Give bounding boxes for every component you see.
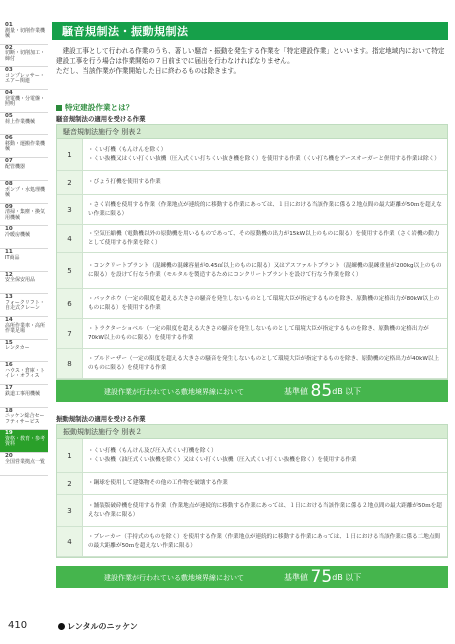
row-description [83,171,447,194]
row-description [83,319,447,348]
sidebar-item-label: ポンプ・水処理機械 [5,186,46,198]
row-number: 4 [57,527,83,556]
sidebar-item-number: 13 [5,294,13,301]
sidebar-item-label: 冷暖房機械 [5,231,31,238]
table-row [57,495,447,527]
row-line: ・鋼球を使用して建築物その他の工作物を破壊する作業 [88,480,228,487]
row-number: 4 [57,225,83,252]
table-row [57,289,447,319]
sidebar-item-19[interactable] [0,430,48,453]
row-description [83,473,447,494]
sidebar-item-number: 09 [5,203,13,210]
sidebar [0,22,48,590]
noise-subtitle: 騒音規制法の適用を受ける作業 [56,115,146,123]
table-row [57,139,447,171]
sidebar-item-number: 18 [5,407,13,414]
row-number: 2 [57,473,83,494]
vibration-standard-unit: dB 以下 [332,573,362,582]
row-line: ・空気圧縮機（電動機以外の原動機を用いるものであって、その原動機の出力が15kW以上のものに限る）を使用する作業（さく岩機の動力として使用する作業を除く） [88,231,440,246]
row-description [83,225,447,252]
sidebar-item-label: ニッケン総合セーフティサービス [5,413,45,425]
sidebar-item-label: 切断・切削加工・締付 [5,50,46,62]
row-line: ・バックホウ（一定の限度を超える大きさの騒音を発生しないものとして環境大臣が指定するものを除き、原動機の定格出力が80kW以上のものに限る）を使用する作業 [88,296,440,311]
vibration-standard-number: 75 [310,567,333,587]
row-number: 5 [57,253,83,288]
row-description [83,195,447,224]
row-description [83,527,447,556]
section-heading-text: 特定建設作業とは？ [65,103,134,112]
row-description [83,139,447,170]
sidebar-item-13[interactable] [0,294,48,317]
sidebar-item-label: 鉄道工事用機械 [5,390,41,397]
row-line: ・コンクリートプラント（混練機の混練容量が0.45㎥以上のものに限る）又はアスファルトプラント（混練機の混練重量が200kg以上のものに限る）を設けて行なう作業（モルタルを製造するためにコンクリートプラントを設けて行なう作業を除く） [88,263,442,278]
row-number: 3 [57,195,83,224]
sidebar-item-number: 14 [5,316,13,323]
row-number: 8 [57,349,83,378]
row-number: 6 [57,289,83,318]
table-row [57,527,447,557]
sidebar-item-number: 04 [5,90,13,97]
row-description [83,253,447,288]
vibration-standard-value [284,567,361,587]
sidebar-item-06[interactable] [0,135,48,158]
sidebar-item-label: 清掃・集塵・換気用機械 [5,209,46,221]
noise-standard-prefix: 基準値 [284,387,308,396]
row-number: 7 [57,319,83,348]
sidebar-item-02[interactable] [0,45,48,68]
row-line: ・びょう打機を使用する作業 [88,179,161,186]
sidebar-item-number: 19 [5,430,13,437]
row-number: 1 [57,139,83,170]
noise-table-header: 騒音規制法施行令 別表２ [57,125,447,139]
sidebar-item-label: レンタカー [5,345,30,352]
table-row [57,225,447,253]
row-line: ・ブレーカー（手持式のものを除く）を使用する作業（作業地点が連続的に移動する作業にあっては、１日における当該作業に係る二地点間の最大距離が50ｍを超えない作業に限る） [88,534,441,549]
brand-dot-icon [58,623,65,630]
sidebar-item-number: 08 [5,180,13,187]
sidebar-item-number: 12 [5,271,13,278]
sidebar-item-label: 配管機器 [5,163,26,170]
row-line: ・くい打機（もんけんを除く） [88,147,167,154]
sidebar-item-label: 安全保安用品 [5,277,36,284]
sidebar-item-label: フォークリフト・自走式クレーン [5,300,45,312]
sidebar-item-14[interactable] [0,317,48,340]
sidebar-item-label: 全国営業拠点一覧 [5,458,46,465]
page-number: 410 [8,620,28,631]
sidebar-item-label: 発電機・分電盤・照明 [5,95,46,108]
noise-standard-unit: dB 以下 [332,387,362,396]
noise-standard-bar [56,380,448,402]
sidebar-item-label: 荷上作業機械 [5,118,36,125]
sidebar-item-number: 06 [5,135,13,142]
vibration-standard-bar [56,566,448,588]
row-line: ・くい抜機（油圧式くい抜機を除く）又はくい打くい抜機（圧入式くい打くい抜機を除く）を使用する作業 [88,456,357,463]
table-row [57,473,447,495]
vibration-standard-prefix: 基準値 [284,573,308,582]
brand-logo [58,621,138,632]
row-number: 2 [57,171,83,194]
sidebar-item-05[interactable] [0,113,48,136]
sidebar-item-label: コンプレッサー・エアー関連 [5,73,45,85]
row-line: ・さく岩機を使用する作業（作業地点が連続的に移動する作業にあっては、１日における当該作業に係る２地点間の最大距離が50ｍを超えない作業に限る） [88,202,442,217]
sidebar-item-09[interactable] [0,204,48,227]
page-title: 騒音規制法・振動規制法 [62,25,189,38]
sidebar-item-07[interactable] [0,158,48,181]
row-description [83,349,447,378]
sidebar-item-label: IT商品 [5,254,20,261]
sidebar-item-04[interactable] [0,90,48,113]
sidebar-item-number: 15 [5,339,13,346]
row-line: ・くい打機（もんけん及び圧入式くい打機を除く） [88,448,217,455]
sidebar-item-20[interactable] [0,453,48,476]
sidebar-item-number: 03 [5,67,13,74]
sidebar-item-number: 17 [5,385,13,391]
sidebar-item-18[interactable] [0,408,48,431]
brand-name: レンタルのニッケン [67,622,138,631]
sidebar-item-11[interactable] [0,249,48,272]
sidebar-item-number: 10 [5,226,13,233]
row-line: ・トラクターショベル（一定の限度を超える大きさの騒音を発生しないものとして環境大臣が指定するものを除き、原動機の定格出力が70kW以上のものに限る）を使用する作業 [88,326,429,341]
intro-paragraph: 建設工事として行われる作業のうち、著しい騒音・振動を発生する作業を「特定建設作業」といいます。指定地域内において特定建設工事を行う場合は作業開始の７日前までに届出を行わなければなりません。 [56,47,445,66]
sidebar-item-03[interactable] [0,67,48,90]
vibration-table [56,424,448,558]
sidebar-item-10[interactable] [0,226,48,249]
noise-standard-label: 建設作業が行われている敷地境界線において [104,388,244,396]
noise-table [56,124,448,380]
row-description [83,439,447,472]
title-bar [52,22,448,40]
sidebar-item-number: 05 [5,112,13,119]
table-row [57,319,447,349]
table-row [57,349,447,379]
section-heading [56,102,133,113]
sidebar-item-label: 資格・教育・参考資料 [5,436,46,448]
row-line: ・舗装版破砕機を使用する作業（作業地点が連続的に移動する作業にあっては、１日における当該作業に係る２地点間の最大距離が50ｍを超えない作業に限る） [88,503,442,518]
row-line: ・ブルドーザー（一定の限度を超える大きさの騒音を発生しないものとして環境大臣が指定するものを除き、原動機の定格出力が40kW以上のものに限る）を使用する作業 [88,356,440,371]
vibration-subtitle: 振動規制法の適用を受ける作業 [56,415,146,423]
sidebar-item-number: 02 [5,44,13,51]
table-row [57,171,447,195]
sidebar-item-16[interactable] [0,362,48,385]
table-row [57,253,447,289]
sidebar-item-label: 高所作業車・高所作業足場 [5,322,46,334]
noise-standard-number: 85 [310,381,333,401]
sidebar-item-17[interactable] [0,385,48,408]
row-number: 3 [57,495,83,526]
row-line: ・くい抜機又はくい打くい抜機（圧入式くい打ちくい抜き機を除く）を使用する作業（くい打ち機をアースオーガーと併用する作業は除く） [88,155,440,162]
vibration-table-header: 振動規制法施行令 別表２ [57,425,447,439]
vibration-standard-label: 建設作業が行われている敷地境界線において [104,574,244,582]
sidebar-item-08[interactable] [0,181,48,204]
sidebar-item-12[interactable] [0,272,48,295]
table-row [57,195,447,225]
sidebar-item-01[interactable] [0,22,48,45]
sidebar-item-label: ハウス・倉庫・トイレ・オフィス [5,368,45,380]
sidebar-item-label: 測量・切削作業機械 [5,27,46,40]
sidebar-item-label: 移動・運搬作業機械 [5,141,46,153]
sidebar-item-15[interactable] [0,340,48,363]
sidebar-item-number: 16 [5,362,13,369]
sidebar-item-number: 07 [5,158,13,165]
row-description [83,289,447,318]
noise-standard-value [284,381,361,401]
table-row [57,439,447,473]
intro-text [56,46,446,77]
sidebar-item-number: 11 [5,248,13,255]
square-bullet-icon [56,105,62,111]
sidebar-item-number: 20 [5,453,13,460]
intro-note: ただし、当該作業が作業開始した日に終わるものは除きます。 [56,67,241,76]
row-description [83,495,447,526]
sidebar-item-number: 01 [5,22,13,28]
row-number: 1 [57,439,83,472]
